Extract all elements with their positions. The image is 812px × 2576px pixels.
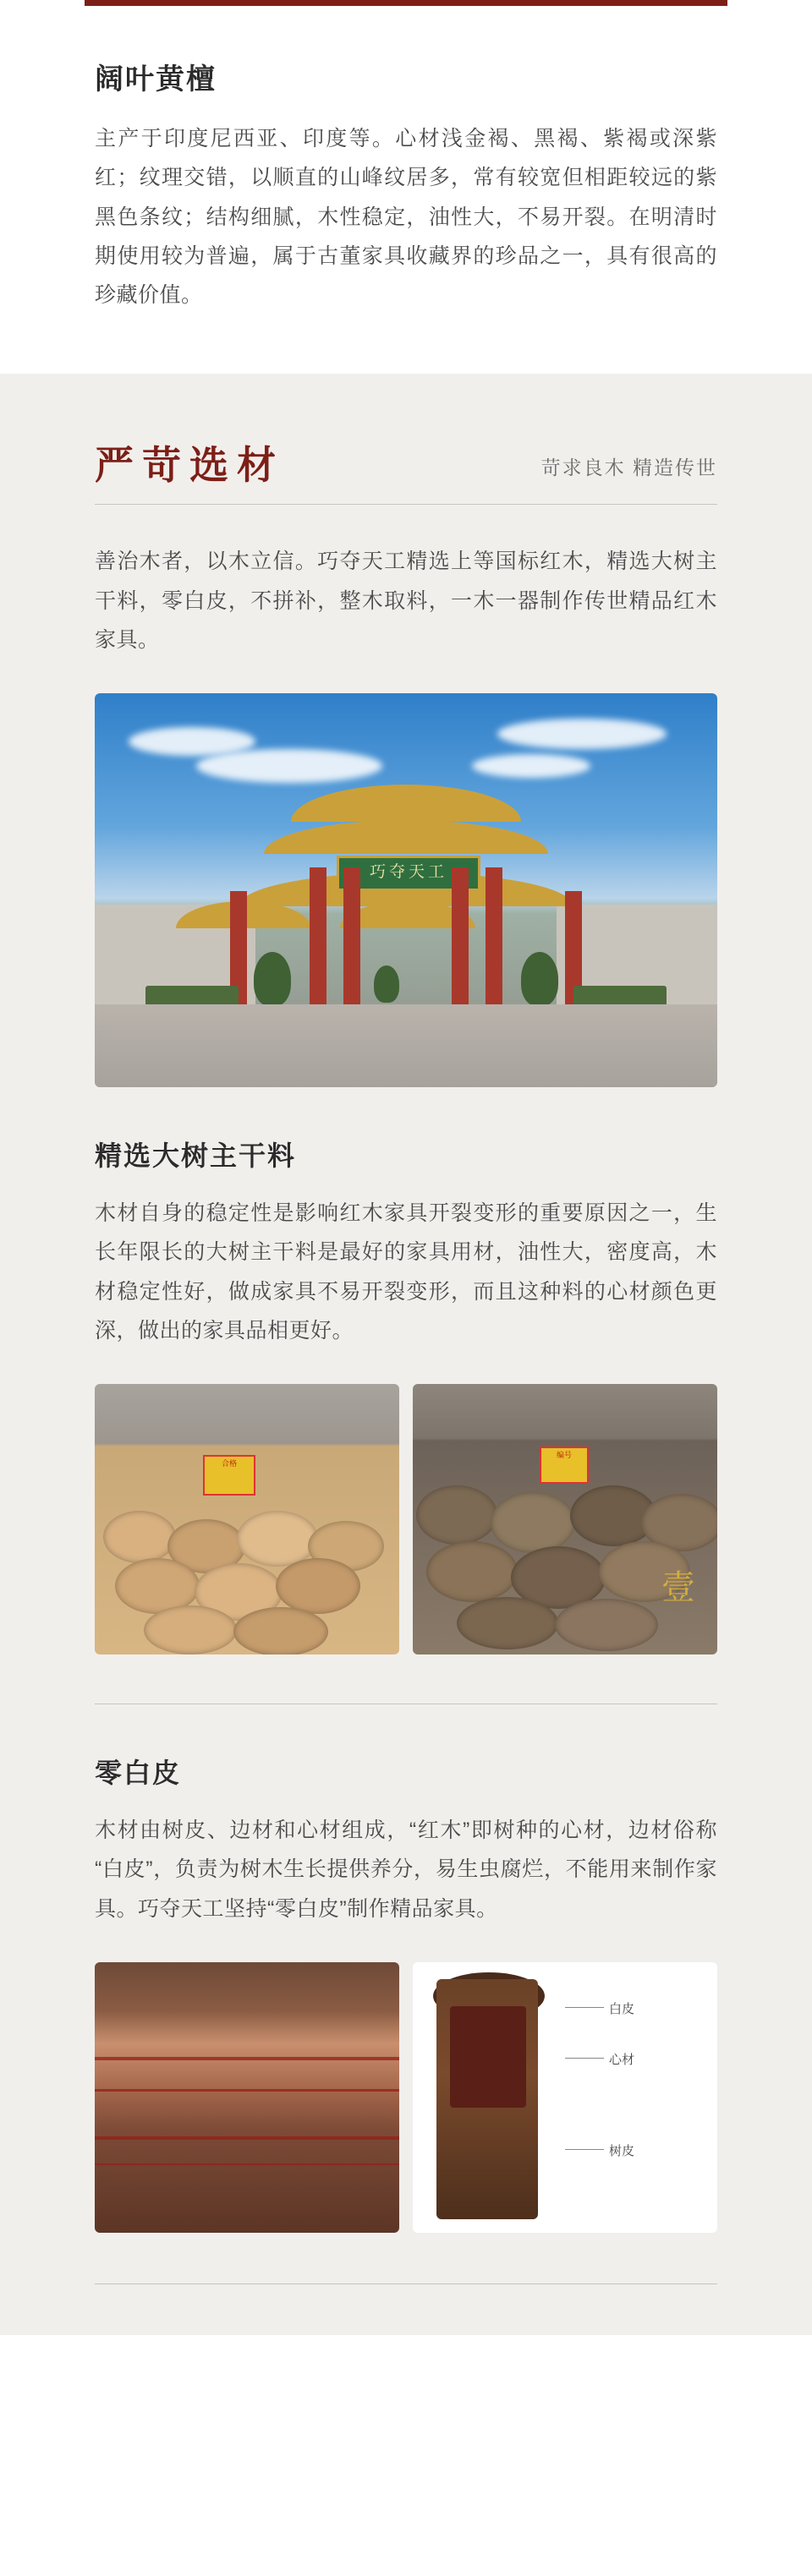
trunk-block-title: 精选大树主干料 [95, 1140, 297, 1171]
log-grade-mark: 壹 [661, 1568, 695, 1606]
label-sapwood: 白皮 [609, 1999, 634, 2017]
plank-photo [95, 1962, 399, 2233]
factory-gate-photo [95, 693, 717, 1087]
label-bark: 树皮 [609, 2141, 634, 2159]
log-yard-photo-right: 壹 编号 [413, 1384, 717, 1654]
top-accent-bar [0, 0, 812, 12]
log-photo-row [95, 1384, 717, 1654]
wood-paragraph: 主产于印度尼西亚、印度等。心材浅金褐、黑褐、紫褐或深紫红；纹理交错，以顺直的山峰纹居多，常有较宽但相距较远的紫黑色条纹；结构细腻，木性稳定，油性大，不易开裂。在明清时期使用较为普遍，属于古董家具收藏界的珍品之一，具有很高的珍藏价值。 [95, 127, 717, 307]
grey-section-spacer [0, 374, 812, 446]
material-selection-section [0, 374, 812, 2335]
gate-road [95, 1004, 717, 1087]
nobark-block-paragraph: 木材由树皮、边材和心材组成，“红木”即树种的心材，边材俗称“白皮”，负责为树木生长提供养分，易生虫腐烂，不能用来制作家具。巧夺天工坚持“零白皮”制作精品家具。 [95, 1819, 717, 1921]
nobark-photo-row [95, 1962, 717, 2233]
wood-intro-section [0, 0, 812, 374]
section-subheading: 苛求良木 精造传世 [540, 457, 717, 479]
label-heartwood: 心材 [609, 2050, 634, 2068]
trunk-structure-diagram [413, 1962, 717, 2233]
trunk-block-paragraph: 木材自身的稳定性是影响红木家具开裂变形的重要原因之一，生长年限长的大树主干料是最好的家具用材，油性大，密度高，木材稳定性好，做成家具不易开裂变形，而且这种料的心材颜色更深，做出的家具品相更好。 [95, 1201, 717, 1343]
footer-divider [95, 2283, 717, 2284]
log-yard-photo-left [95, 1384, 399, 1654]
top-accent-bar-fill [85, 0, 727, 6]
inspection-sign: 合格 [203, 1455, 255, 1496]
trunk-heartwood [450, 2006, 526, 2108]
section-heading-row [0, 444, 812, 488]
gate-plaque-text: 巧夺天工 [369, 863, 447, 881]
nobark-block-title: 零白皮 [95, 1758, 182, 1788]
wood-title: 阔叶黄檀 [95, 64, 217, 96]
selection-intro-paragraph: 善治木者，以木立信。巧夺天工精选上等国标红木，精选大树主干料，零白皮，不拼补，整木取料，一木一器制作传世精品红木家具。 [95, 550, 717, 652]
section-heading: 严苛选材 [95, 444, 284, 488]
